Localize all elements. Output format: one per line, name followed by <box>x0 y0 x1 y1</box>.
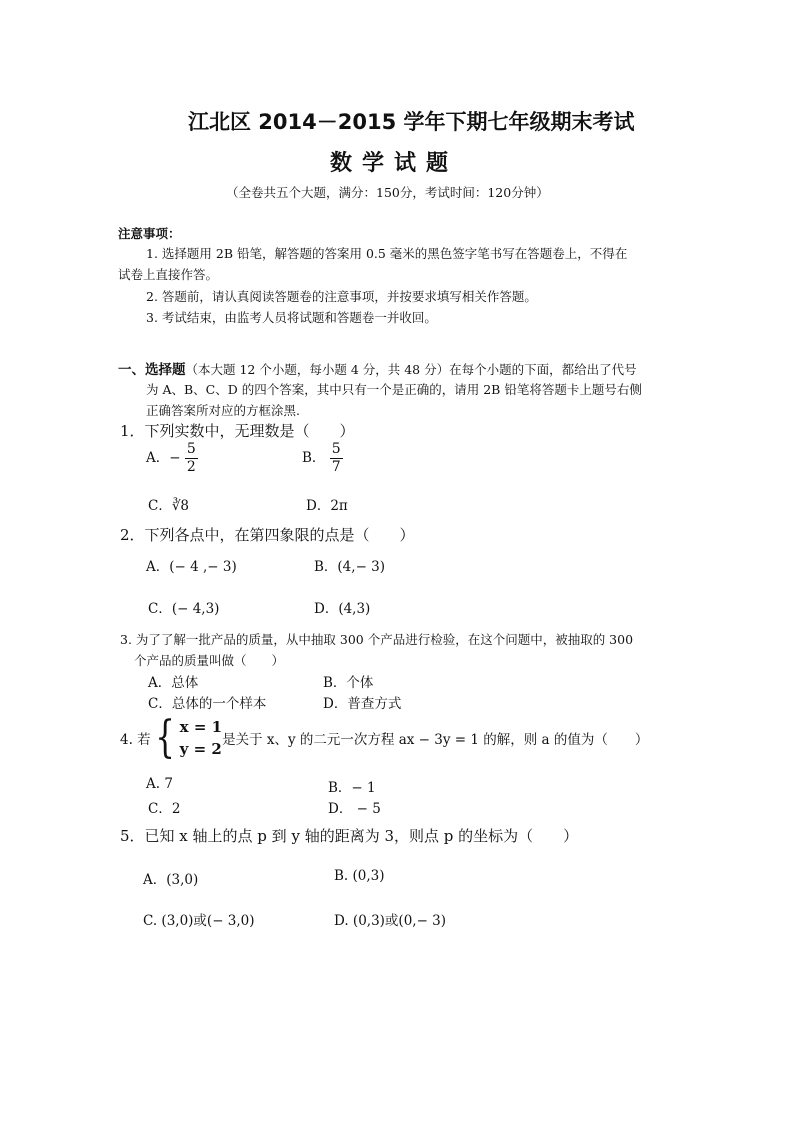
exam-info: （全卷共五个大题，满分：150分，考试时间：120分钟） <box>226 185 549 200</box>
q1-option-a <box>146 441 198 476</box>
q1-a-denominator: 2 <box>186 459 196 475</box>
q1-option-b <box>302 441 343 476</box>
notes-heading: 注意事项： <box>118 226 181 241</box>
q2-option-b: B．(4,− 3) <box>314 559 386 575</box>
q1-option-b-fraction <box>330 441 343 476</box>
question-2-stem: 2．下列各点中，在第四象限的点是（ ） <box>120 526 415 544</box>
exam-subtitle: 数学试题 <box>330 151 459 176</box>
q4-eq-1: x = 1 <box>179 718 223 736</box>
q3-option-d: D．普查方式 <box>323 696 402 712</box>
q4-option-b: B．− 1 <box>328 780 376 796</box>
note-1: 1. 选择题用 2B 铅笔，解答题的答案用 0.5 毫米的黑色签字笔书写在答题卷上，不得在 <box>146 246 628 261</box>
question-3-stem-line-2: 个产品的质量叫做（ ） <box>134 653 285 668</box>
q4-option-c: C．2 <box>148 801 181 817</box>
q5-option-a: A．(3,0) <box>143 872 199 888</box>
q5-option-c: C. (3,0)或(− 3,0) <box>143 913 255 929</box>
section-intro: （本大题 12 个小题，每小题 4 分，共 48 分）在每个小题的下面，都给出了代号 <box>185 362 637 377</box>
q4-system-lines <box>180 716 222 760</box>
q1-option-a-label: A．− <box>146 450 181 466</box>
question-4-stem <box>120 712 649 763</box>
question-1-stem: 1．下列实数中，无理数是（ ） <box>120 422 355 440</box>
note-3: 3. 考试结束，由监考人员将试题和答题卷一并收回。 <box>146 310 437 325</box>
q1-option-c: C．∛8 <box>148 498 190 514</box>
section-intro-line-3: 正确答案所对应的方框涂黑. <box>146 403 300 418</box>
q4-eq-2: y = 2 <box>179 740 222 758</box>
exam-title: 江北区 2014－2015 学年下期七年级期末考试 <box>188 110 635 134</box>
question-3-stem-line-1: 3. 为了了解一批产品的质量，从中抽取 300 个产品进行检验，在这个问题中，被抽取的 300 <box>120 632 634 647</box>
q1-option-d: D．2π <box>306 498 348 514</box>
section-heading: 一、选择题 <box>118 362 186 378</box>
q4-suffix: 是关于 x、y 的二元一次方程 ax − 3y = 1 的解，则 a 的值为（ ） <box>222 732 649 748</box>
q1-b-denominator: 7 <box>331 459 341 475</box>
q4-equation-system <box>151 712 223 763</box>
q5-option-d: D. (0,3)或(0,− 3) <box>334 913 447 929</box>
question-5-stem: 5．已知 x 轴上的点 p 到 y 轴的距离为 3，则点 p 的坐标为（ ） <box>120 827 579 845</box>
q2-option-d: D．(4,3) <box>314 601 371 617</box>
q2-option-c: C．(− 4,3) <box>148 601 220 617</box>
q1-option-a-fraction <box>185 441 198 476</box>
q3-option-b: B．个体 <box>323 675 374 691</box>
q5-option-b: B. (0,3) <box>334 868 385 884</box>
note-2: 2. 答题前，请认真阅读答题卷的注意事项，并按要求填写相关作答题。 <box>146 289 537 304</box>
q4-brace: { <box>154 712 175 763</box>
q1-a-numerator: 5 <box>186 441 196 457</box>
q4-option-a: A. 7 <box>146 776 173 792</box>
q1-b-numerator: 5 <box>331 441 341 457</box>
q4-prefix: 4. 若 <box>120 732 151 748</box>
section-intro-line-2: 为 A、B、C、D 的四个答案，其中只有一个是正确的，请用 2B 铅笔将答题卡上题号右侧 <box>146 382 642 397</box>
q1-option-b-label: B． <box>302 450 326 466</box>
q4-option-d: D． − 5 <box>328 801 381 817</box>
q3-option-a: A．总体 <box>148 675 199 691</box>
q2-option-a: A．(− 4 ,− 3) <box>146 559 237 575</box>
note-1-cont: 试卷上直接作答。 <box>118 267 219 282</box>
q3-option-c: C．总体的一个样本 <box>148 696 267 712</box>
section-intro-line-1 <box>118 358 637 378</box>
